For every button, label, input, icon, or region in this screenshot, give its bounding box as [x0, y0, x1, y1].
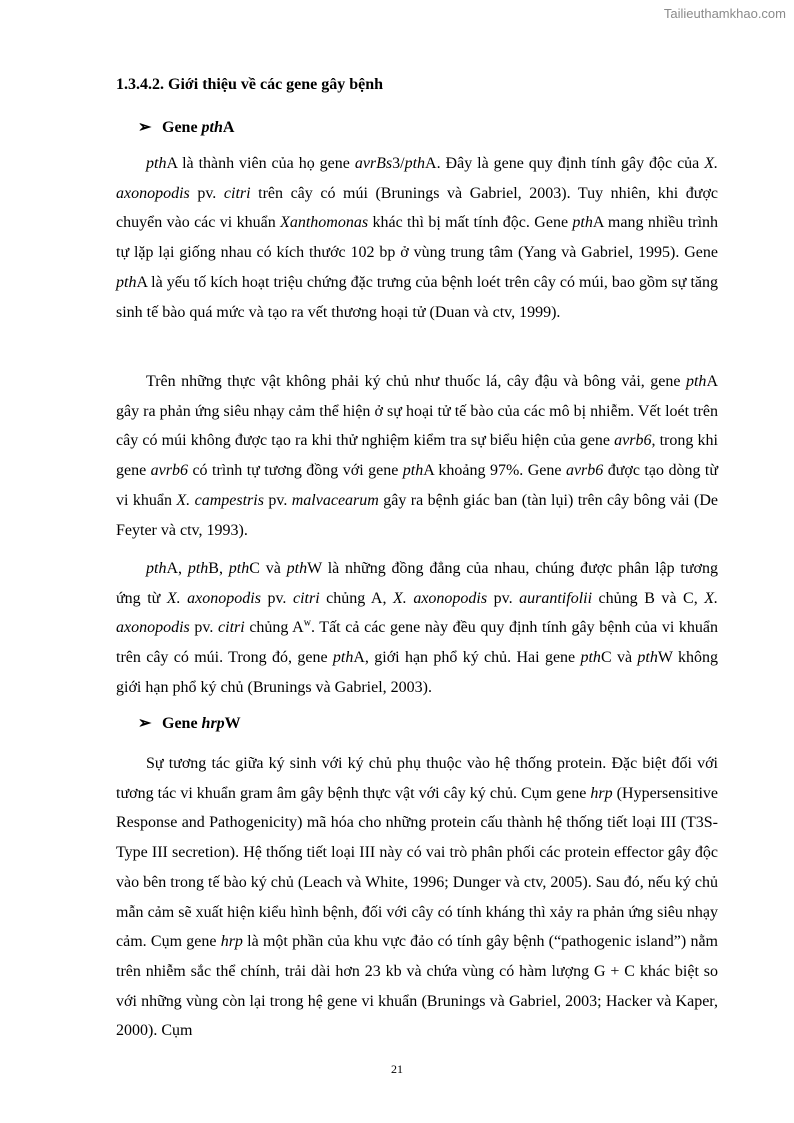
text-run: A, — [166, 560, 188, 577]
paragraph-3 — [116, 554, 718, 703]
subheading-phtA — [138, 117, 234, 137]
text-run: C và — [249, 560, 287, 577]
italic-term: pth — [685, 373, 707, 390]
italic-term: pth — [146, 155, 167, 172]
text-run: được tạo dòng từ vi khuẩn — [116, 462, 719, 509]
text-run: W không giới hạn phổ ký chủ (Brunings và Gabriel, 2003). — [116, 649, 718, 696]
text-run: A, giới hạn phổ ký chủ. Hai gene — [353, 649, 581, 667]
italic-term: pth — [637, 649, 658, 667]
italic-term: pth — [404, 155, 426, 172]
italic-term: X. axonopodis — [116, 155, 719, 202]
italic-term: pth — [146, 560, 167, 577]
text-run: , trong khi gene — [116, 432, 718, 480]
italic-term: X. axonopodis — [116, 589, 719, 637]
subheading-prefix: Gene — [162, 715, 202, 732]
italic-term: pth — [572, 214, 593, 232]
text-run: chủng B và C, — [592, 589, 705, 607]
paragraph-1 — [116, 149, 718, 327]
text-run: A là thành viên của họ gene — [166, 155, 355, 172]
subheading-italic: hrp — [201, 715, 225, 732]
arrow-bullet-icon: ➢ — [138, 119, 152, 136]
italic-term: malvacearum — [291, 491, 379, 509]
text-run: W là những đồng đẳng của nhau, chúng được phân lập tương ứng từ — [116, 560, 719, 607]
text-run: Sự tương tác giữa ký sinh với ký chủ phụ thuộc vào hệ thống protein. Đặc biệt đối với tương tác vi khuẩn gram âm gây bệnh thực vật với cây ký chủ. Cụm gene — [116, 755, 718, 802]
page-number: 21 — [391, 1062, 403, 1076]
text-run: A khoảng 97%. Gene — [423, 462, 566, 480]
text-run: . Tất cả các gene này đều quy định tính gây bệnh của vi khuẩn trên cây có múi. Trong đó, gene — [116, 619, 719, 667]
paragraph-4 — [116, 749, 718, 1046]
superscript: w — [303, 618, 311, 630]
text-run: C và — [600, 649, 638, 667]
watermark: Tailieuthamkhao.com — [663, 6, 786, 21]
italic-term: avrb6 — [565, 462, 604, 480]
text-run: A là yếu tố kích hoạt triệu chứng đặc trưng của bệnh loét trên cây có múi, bao gồm sự tăng sinh tế bào quá mức và tạo ra vết thương hoại tử (Duan và ctv, 1999). — [116, 273, 718, 321]
text-run: gây ra bệnh giác ban (tàn lụi) trên cây bông vải (De Feyter và ctv, 1993). — [116, 491, 719, 539]
italic-term: Xanthomonas — [280, 214, 369, 232]
text-run: trên cây có múi (Brunings và Gabriel, 2003). Tuy nhiên, khi được chuyển vào các vi khuẩn — [116, 184, 719, 232]
text-run: chủng A — [244, 619, 304, 637]
italic-term: citri — [223, 184, 251, 202]
italic-term: pth — [116, 273, 137, 291]
text-run: A. Đây là gene quy định tính gây độc của — [425, 155, 705, 172]
italic-term: hrp — [590, 784, 613, 802]
text-run: (Hypersensitive Response and Pathogenicity) mã hóa cho những protein cấu thành hệ thống tiết loại III (T3S-Type III secretion). Hệ thống tiết loại III này có vai trò phân phối các protein effector gây độc vào bên trong tế bào ký chủ (Leach và White, 1996; Dunger và ctv, 2005). Sau đó, nếu ký chủ mẫn cảm sẽ xuất hiện kiểu hình bệnh, đối với cây có tính kháng thì xảy ra phản ứng siêu nhạy cảm. Cụm gene — [116, 784, 718, 951]
italic-term: X. campestris — [176, 491, 264, 509]
subheading-suffix: A — [222, 119, 235, 136]
text-run: khác thì bị mất tính độc. Gene — [368, 214, 573, 232]
italic-term: hrp — [220, 933, 243, 951]
italic-term: pth — [580, 649, 601, 667]
italic-term: pth — [332, 649, 354, 667]
subheading-suffix: W — [224, 715, 241, 732]
text-run: có trình tự tương đồng với gene — [188, 462, 403, 480]
text-run: pv. — [487, 589, 520, 607]
text-run: pv. — [263, 491, 292, 509]
italic-term: avrb6 — [150, 462, 188, 480]
subheading-hrpW — [138, 713, 241, 733]
italic-term: citri — [292, 589, 320, 607]
arrow-bullet-icon: ➢ — [138, 715, 152, 732]
text-run: là một phần của khu vực đảo có tính gây bệnh (“pathogenic island”) nằm trên nhiễm sắc thể chính, trải dài hơn 23 kb và chứa vùng có hàm lượng G + C khác biệt so với những vùng còn lại trong hệ gene vi khuẩn (Brunings và Gabriel, 2003; Hacker và Kaper, 2000). Cụm — [116, 933, 718, 1040]
italic-term: pth — [402, 462, 424, 480]
section-heading: 1.3.4.2. Giới thiệu về các gene gây bệnh — [116, 76, 384, 93]
text-run: A mang nhiều trình tự lặp lại giống nhau có kích thước 102 bp ở vùng trung tâm (Yang và Gabriel, 1995). Gene — [116, 214, 719, 262]
text-run: pv. — [189, 619, 219, 637]
text-run: B, — [208, 560, 229, 577]
italic-term: aurantifolii — [519, 589, 593, 607]
italic-term: pth — [187, 560, 209, 577]
italic-term: citri — [218, 619, 245, 637]
text-run: 3/ — [392, 155, 405, 172]
subheading-prefix: Gene — [162, 119, 202, 136]
italic-term: X. axonopodis — [393, 589, 488, 607]
italic-term: pth — [228, 560, 250, 577]
paragraph-2 — [116, 367, 718, 545]
italic-term: pth — [286, 560, 308, 577]
subheading-italic: pth — [201, 119, 223, 136]
italic-term: avrBs — [354, 155, 393, 172]
text-run: pv. — [189, 184, 224, 202]
text-run: pv. — [260, 589, 293, 607]
text-run: chủng A, — [319, 589, 394, 607]
italic-term: avrb6 — [614, 432, 652, 450]
text-run: Trên những thực vật không phải ký chủ như thuốc lá, cây đậu và bông vải, gene — [146, 373, 686, 390]
text-run: A gây ra phản ứng siêu nhạy cảm thể hiện ở sự hoại tử tế bào của các mô bị nhiễm. Vết loét trên cây có múi không được tạo ra khi thử nghiệm kiểm tra sự biểu hiện của gene — [116, 373, 718, 450]
italic-term: X. axonopodis — [166, 589, 261, 607]
